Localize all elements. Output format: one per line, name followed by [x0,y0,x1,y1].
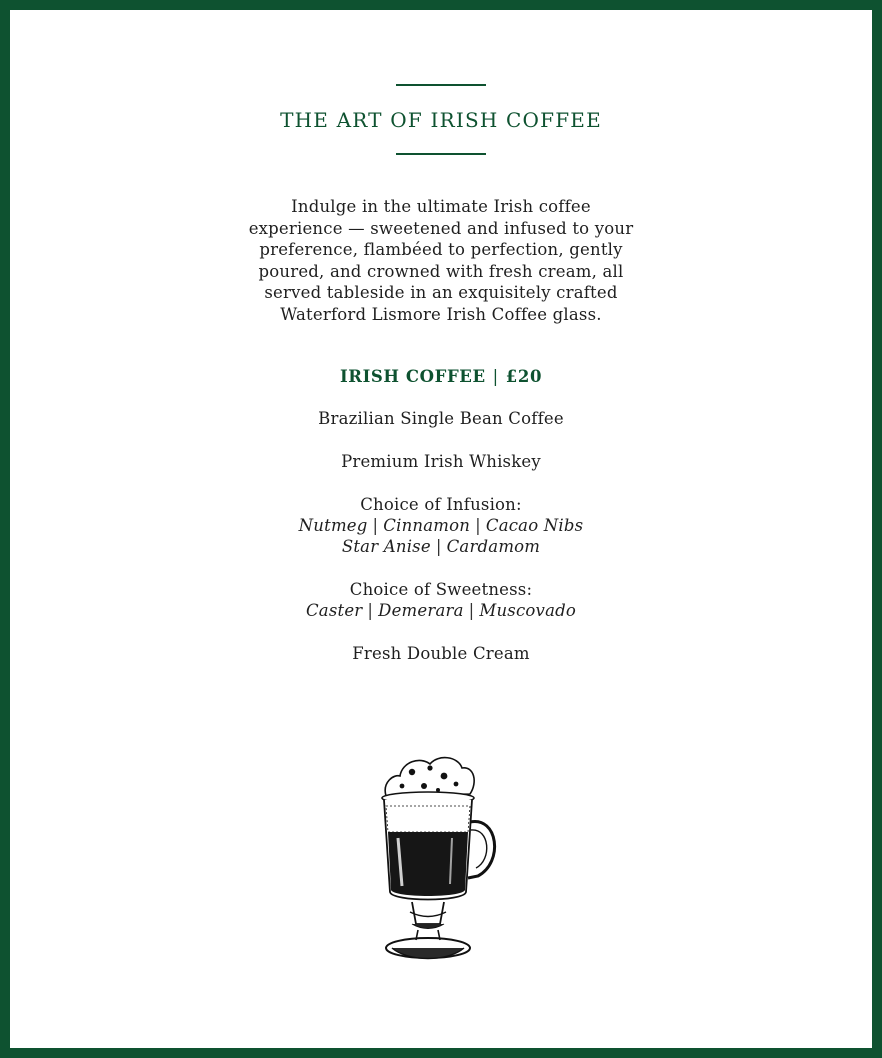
intro-paragraph [226,196,656,325]
option-cacao-nibs: Cacao Nibs [485,516,584,535]
sweetness-options-row [0,601,882,620]
option-cardamom: Cardamom [446,537,541,556]
option-cinnamon: Cinnamon [383,516,471,535]
cream-line: Fresh Double Cream [352,644,530,663]
title-rule-bottom [396,153,486,155]
option-demerara: Demerara [378,601,464,620]
irish-coffee-glass-icon [372,752,504,970]
infusion-options-row-2 [0,537,882,556]
infusion-options-row-1 [0,516,882,535]
sweetness-label: Choice of Sweetness: [349,580,533,599]
option-divider: | [372,516,379,535]
option-divider: | [475,516,481,535]
intro-line: poured, and crowned with fresh cream, all [258,261,624,281]
option-star-anise: Star Anise [341,537,431,556]
item-price: £20 [505,367,543,386]
option-divider: | [367,601,374,620]
infusion-label: Choice of Infusion: [360,495,522,514]
intro-line: served tableside in an exquisitely crafted [264,283,618,302]
item-name: IRISH COFFEE [339,367,486,386]
page-title: THE ART OF IRISH COFFEE [280,108,602,132]
intro-line: experience — sweetened and infused to your [248,218,634,238]
whiskey-line: Premium Irish Whiskey [341,452,541,471]
option-nutmeg: Nutmeg [298,516,368,535]
intro-line: preference, flambéed to perfection, gently [259,240,623,259]
option-divider: | [468,601,475,620]
option-divider: | [435,537,442,556]
option-muscovado: Muscovado [479,601,577,620]
intro-line: Indulge in the ultimate Irish coffee [291,197,591,216]
item-heading [0,367,882,386]
option-caster: Caster [305,601,363,620]
item-separator: | [492,367,499,386]
coffee-line: Brazilian Single Bean Coffee [318,409,564,428]
title-rule-top [396,84,486,86]
intro-line: Waterford Lismore Irish Coffee glass. [280,304,602,324]
